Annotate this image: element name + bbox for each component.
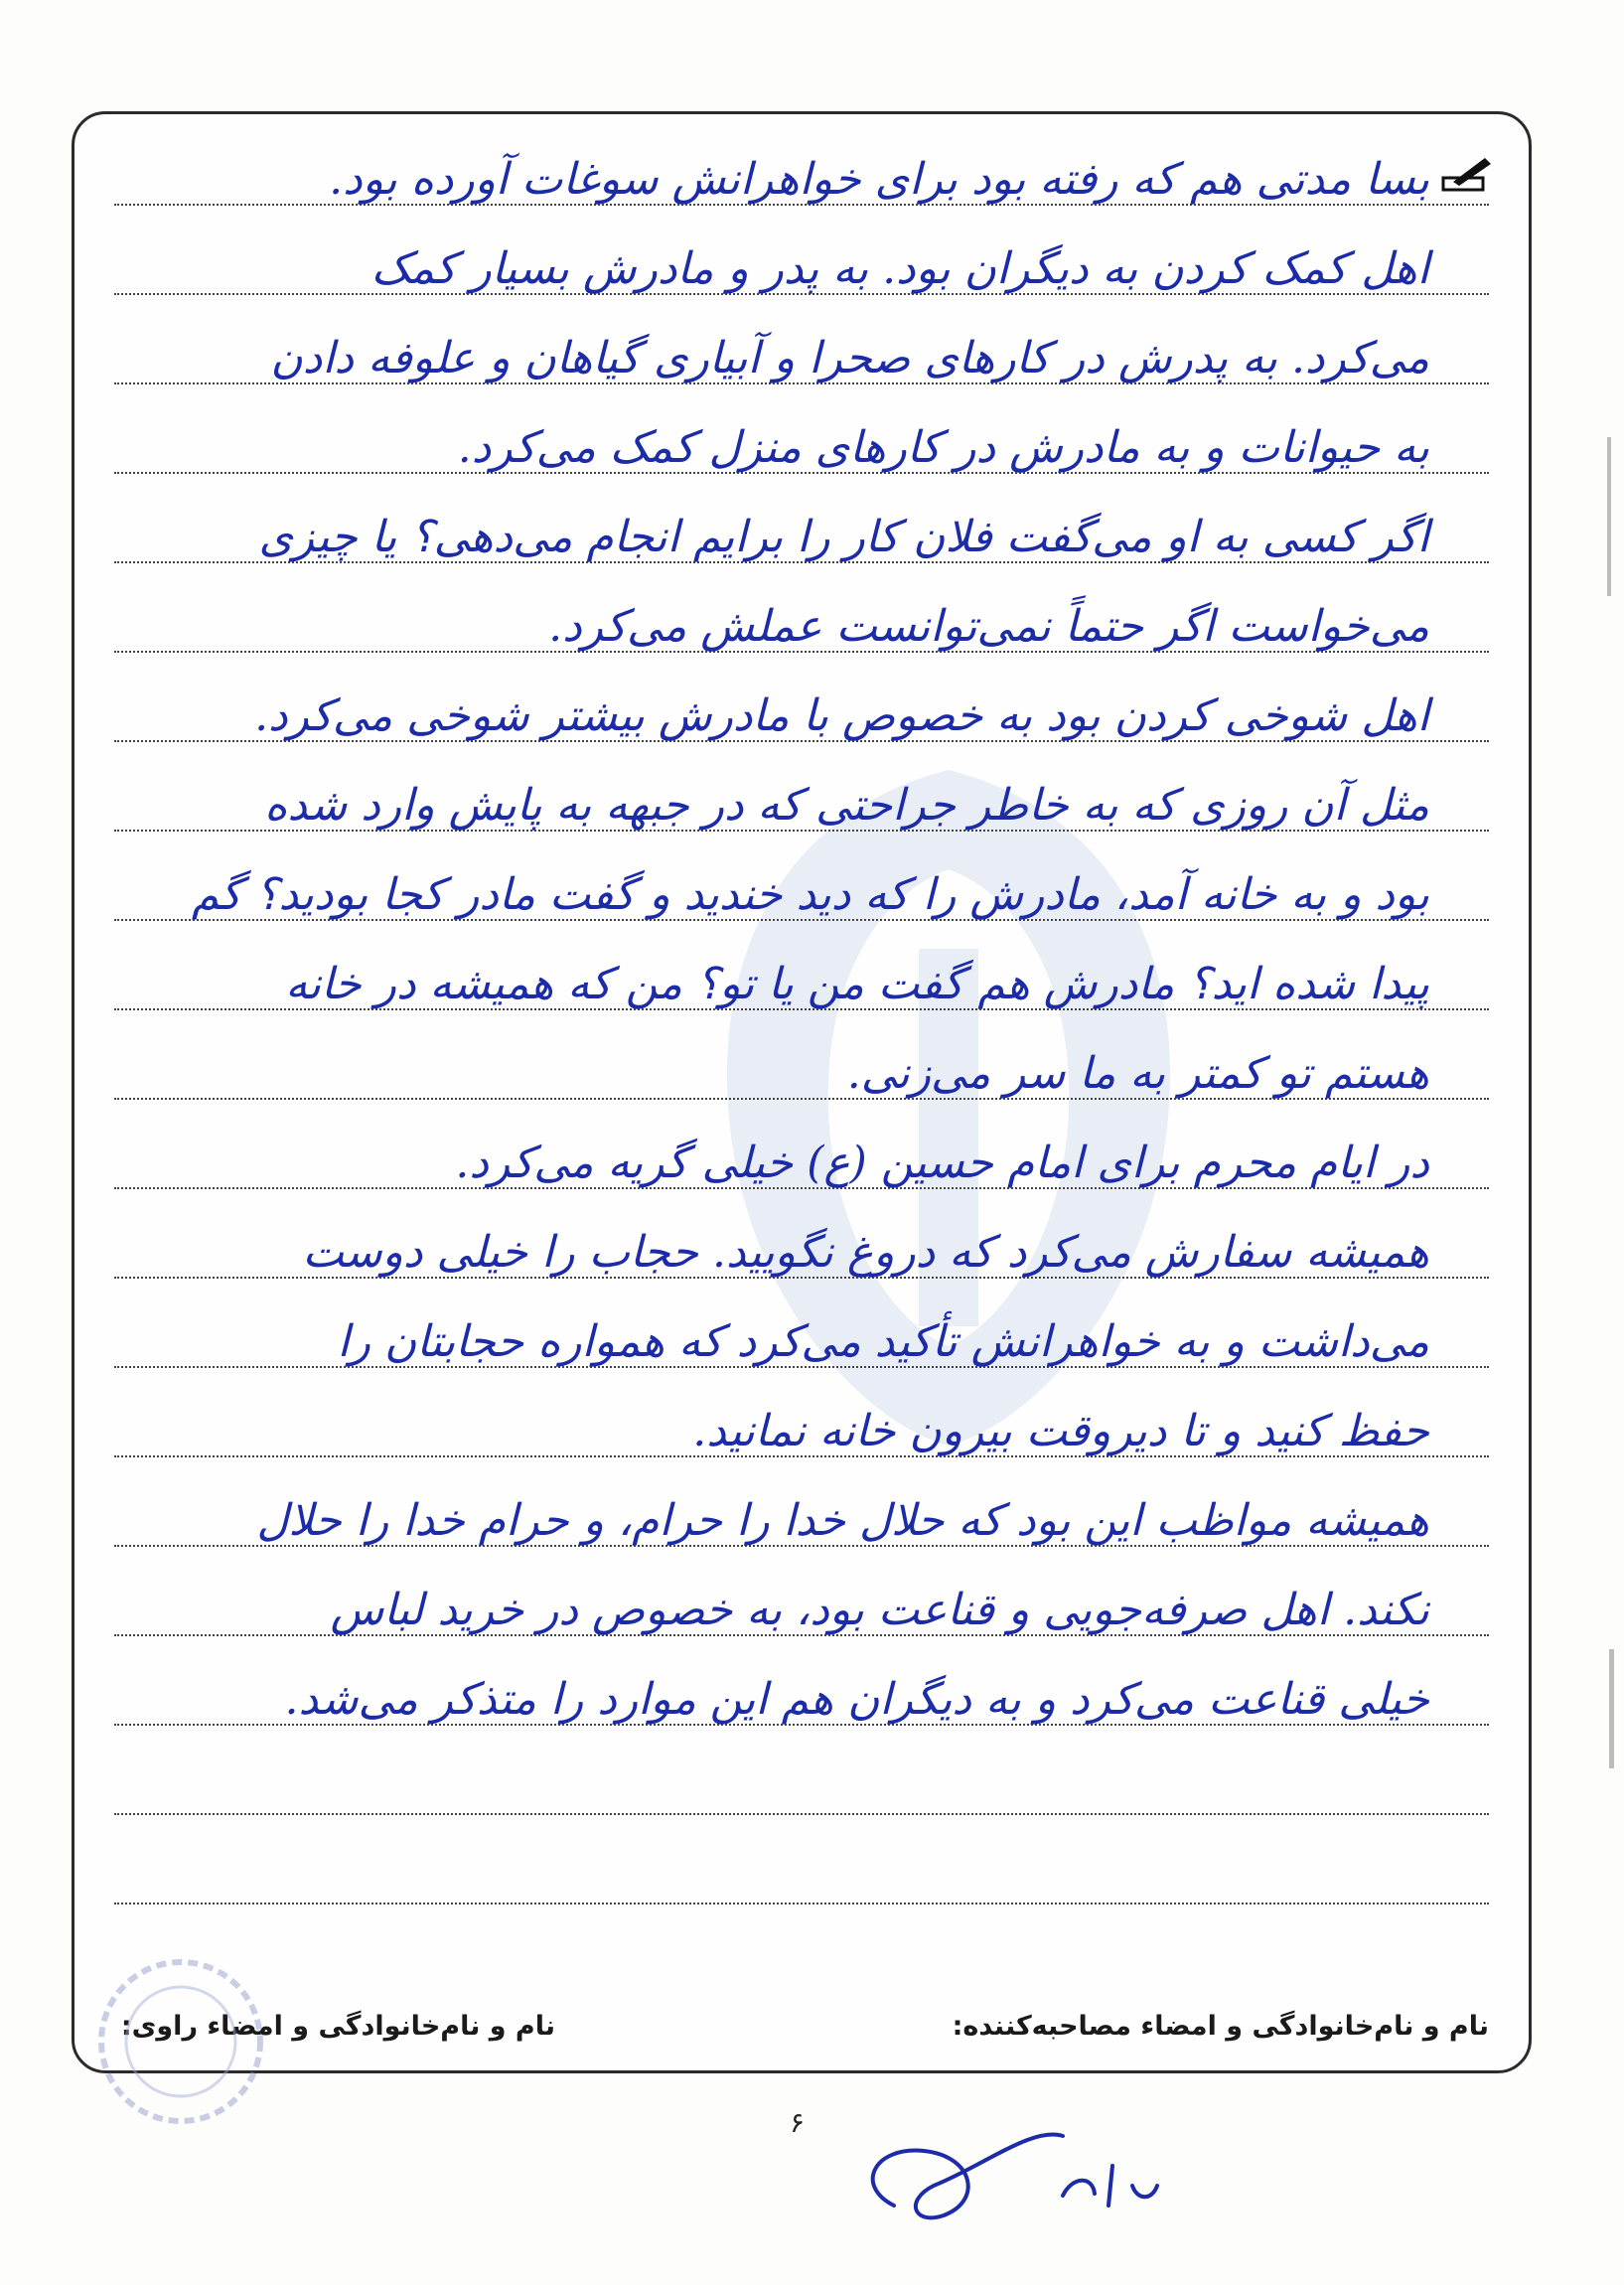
- handwritten-line: می‌خواست اگر حتماً نمی‌توانست عملش می‌کرد.: [548, 601, 1429, 652]
- handwritten-line: همیشه مواظب این بود که حلال خدا را حرام، و حرام خدا را حلال: [256, 1495, 1429, 1546]
- handwritten-line: پیدا شده اید؟ مادرش هم گفت من یا تو؟ من که همیشه در خانه: [285, 959, 1429, 1009]
- handwritten-line: اهل کمک کردن به دیگران بود. به پدر و مادرش بسیار کمک: [370, 243, 1429, 294]
- handwritten-line: حفظ کنید و تا دیروقت بیرون خانه نمانید.: [692, 1406, 1429, 1456]
- footer: [74, 1997, 1529, 2056]
- handwritten-line: همیشه سفارش می‌کرد که دروغ نگویید. حجاب را خیلی دوست: [302, 1227, 1429, 1278]
- interviewer-signature-label: نام و نام‌خانوادگی و امضاء مصاحبه‌کننده:: [952, 2011, 1489, 2042]
- handwritten-line: هستم تو کمتر به ما سر می‌زنی.: [846, 1048, 1429, 1099]
- handwritten-line: خیلی قناعت می‌کرد و به دیگران هم این موارد را متذکر می‌شد.: [284, 1674, 1429, 1725]
- ruled-line: [114, 1903, 1489, 1904]
- signature: [834, 2106, 1172, 2235]
- handwritten-line: می‌کرد. به پدرش در کارهای صحرا و آبیاری گیاهان و علوفه دادن: [270, 333, 1429, 383]
- handwritten-line: می‌داشت و به خواهرانش تأکید می‌کرد که همواره حجابتان را: [337, 1316, 1429, 1367]
- scan-mark: [1607, 437, 1611, 596]
- handwritten-line: اهل شوخی کردن بود به خصوص با مادرش بیشتر شوخی می‌کرد.: [254, 690, 1429, 741]
- handwritten-line: در ایام محرم برای امام حسین (ع) خیلی گریه می‌کرد.: [455, 1138, 1429, 1188]
- page-number: ۶: [790, 2106, 806, 2139]
- handwritten-line: بود و به خانه آمد، مادرش را که دید خندید و گفت مادر کجا بودید؟ گم: [191, 869, 1429, 920]
- page-frame: [72, 111, 1532, 2073]
- handwritten-line: نکند. اهل صرفه‌جویی و قناعت بود، به خصوص در خرید لباس: [330, 1585, 1429, 1635]
- handwritten-line: اگر کسی به او می‌گفت فلان کار را برایم انجام می‌دهی؟ یا چیزی: [258, 512, 1429, 562]
- scan-mark: [1609, 1649, 1614, 1768]
- handwritten-line: مثل آن روزی که به خاطر جراحتی که در جبهه به پایش وارد شده: [264, 780, 1429, 831]
- handwritten-line: به حیوانات و به مادرش در کارهای منزل کمک می‌کرد.: [457, 422, 1429, 473]
- narrator-signature-label: نام و نام‌خانوادگی و امضاء راوی:: [120, 2011, 555, 2042]
- stamp-seal: [81, 1947, 280, 2136]
- handwritten-line: بسا مدتی هم که رفته بود برای خواهرانش سوغات آورده بود.: [329, 154, 1429, 205]
- ruled-line: [114, 1813, 1489, 1815]
